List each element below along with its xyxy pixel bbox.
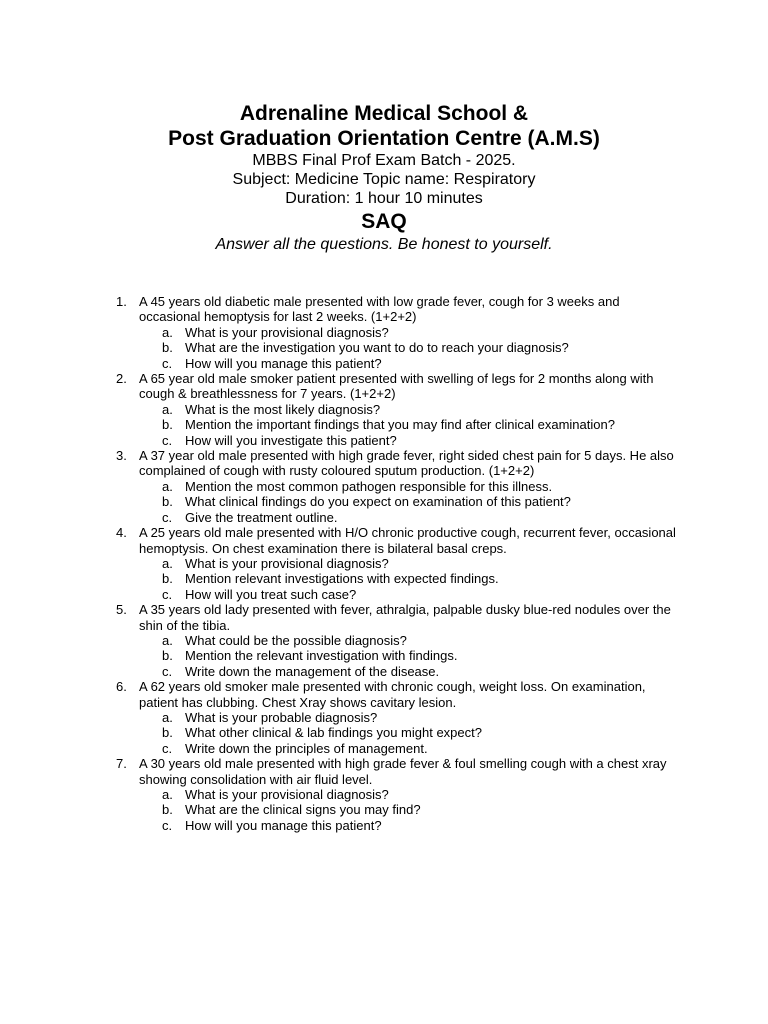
sub-question — [0, 725, 768, 740]
question-number: 5. — [116, 602, 127, 618]
question-text: A 37 year old male presented with high grade fever, right sided chest pain for 5 days. He also complained of cough with rusty coloured sputum production. (1+2+2) — [139, 448, 674, 479]
sub-question — [0, 494, 768, 509]
sub-question-text: What are the clinical signs you may find? — [185, 802, 421, 818]
question-item — [0, 448, 768, 479]
sub-question-text: What clinical findings do you expect on examination of this patient? — [185, 494, 571, 510]
sub-question-letter: c. — [162, 817, 173, 833]
sub-question-letter: a. — [162, 787, 173, 802]
question-item — [0, 602, 768, 633]
sub-question — [0, 340, 768, 355]
sub-question — [0, 417, 768, 432]
sub-question — [0, 648, 768, 663]
question-list — [0, 294, 768, 833]
question-item — [0, 756, 768, 787]
sub-question-text: Write down the management of the disease. — [185, 663, 440, 679]
sub-question-letter: c. — [162, 740, 173, 756]
document-header — [0, 101, 768, 254]
sub-question-letter: b. — [162, 340, 173, 356]
sub-question-letter: a. — [162, 555, 173, 571]
sub-question-text: Mention the relevant investigation with findings. — [185, 648, 458, 664]
question-text: A 62 years old smoker male presented with chronic cough, weight loss. On examination, patient has clubbing. Chest Xray shows cavitary lesion. — [139, 679, 646, 710]
sub-question-text: What other clinical & lab findings you might expect? — [185, 725, 482, 741]
sub-question-text: What are the investigation you want to do to reach your diagnosis? — [185, 340, 569, 356]
sub-question-letter: b. — [162, 725, 173, 741]
sub-question-letter: a. — [162, 709, 173, 725]
sub-question-text: How will you manage this patient? — [185, 355, 382, 371]
exam-duration: Duration: 1 hour 10 minutes — [285, 190, 483, 207]
sub-question-text: Mention the important findings that you may find after clinical examination? — [185, 417, 615, 433]
sub-question-text: Write down the principles of management. — [185, 740, 428, 756]
sub-question — [0, 402, 768, 417]
sub-question-text: Mention the most common pathogen responsible for this illness. — [185, 478, 553, 494]
sub-question-text: What is your provisional diagnosis? — [185, 555, 389, 571]
centre-name: Post Graduation Orientation Centre (A.M.S) — [168, 127, 600, 150]
question-item — [0, 525, 768, 556]
sub-question — [0, 818, 768, 833]
sub-question-letter: b. — [162, 648, 173, 664]
sub-question-text: How will you investigate this patient? — [185, 432, 397, 448]
sub-question — [0, 741, 768, 756]
sub-question-text: How will you manage this patient? — [185, 817, 382, 833]
sub-question-letter: c. — [162, 663, 173, 679]
sub-question-text: What is your provisional diagnosis? — [185, 787, 389, 802]
sub-question — [0, 787, 768, 802]
sub-question-letter: a. — [162, 324, 173, 340]
sub-question-letter: b. — [162, 494, 173, 510]
question-item — [0, 294, 768, 325]
sub-question-letter: a. — [162, 478, 173, 494]
sub-question-letter: a. — [162, 632, 173, 648]
question-text: A 35 years old lady presented with fever, athralgia, palpable dusky blue-red nodules over the shin of the tibia. — [139, 602, 671, 633]
sub-question — [0, 710, 768, 725]
sub-question-text: Mention relevant investigations with expected findings. — [185, 571, 499, 587]
exam-batch: MBBS Final Prof Exam Batch - 2025. — [252, 152, 516, 169]
sub-question — [0, 556, 768, 571]
sub-question-text: What could be the possible diagnosis? — [185, 632, 407, 648]
sub-question-letter: b. — [162, 802, 173, 818]
question-text: A 65 year old male smoker patient presented with swelling of legs for 2 months along with cough & breathlessness for 7 years. (1+2+2) — [139, 371, 654, 402]
question-item — [0, 679, 768, 710]
question-number: 6. — [116, 679, 127, 695]
sub-question-letter: b. — [162, 417, 173, 433]
question-number: 3. — [116, 448, 127, 464]
sub-question — [0, 802, 768, 817]
question-number: 7. — [116, 756, 127, 772]
subject-topic: Subject: Medicine Topic name: Respiratory — [232, 171, 536, 188]
question-text: A 45 years old diabetic male presented with low grade fever, cough for 3 weeks and occasional hemoptysis for last 2 weeks. (1+2+2) — [139, 294, 620, 325]
sub-question-text: What is your probable diagnosis? — [185, 709, 378, 725]
sub-question-text: How will you treat such case? — [185, 586, 357, 602]
school-name: Adrenaline Medical School & — [239, 102, 529, 125]
question-text: A 30 years old male presented with high grade fever & foul smelling cough with a chest xray showing consolidation with air fluid level. — [139, 756, 667, 787]
sub-question — [0, 571, 768, 586]
question-number: 2. — [116, 371, 127, 387]
sub-question-letter: c. — [162, 355, 173, 371]
section-title: SAQ — [361, 210, 407, 233]
sub-question-letter: c. — [162, 432, 173, 448]
sub-question — [0, 633, 768, 648]
question-number: 1. — [116, 294, 127, 309]
sub-question-letter: a. — [162, 401, 173, 417]
sub-question — [0, 510, 768, 525]
sub-question — [0, 356, 768, 371]
sub-question — [0, 664, 768, 679]
sub-question-letter: c. — [162, 586, 173, 602]
sub-question-text: What is the most likely diagnosis? — [185, 401, 381, 417]
question-item — [0, 371, 768, 402]
sub-question-letter: c. — [162, 509, 173, 525]
sub-question-text: What is your provisional diagnosis? — [185, 324, 389, 340]
sub-question — [0, 587, 768, 602]
question-number: 4. — [116, 525, 127, 541]
sub-question — [0, 479, 768, 494]
sub-question — [0, 325, 768, 340]
sub-question-letter: b. — [162, 571, 173, 587]
exam-instruction: Answer all the questions. Be honest to yourself. — [215, 236, 553, 253]
sub-question — [0, 433, 768, 448]
question-text: A 25 years old male presented with H/O chronic productive cough, recurrent fever, occasional hemoptysis. On chest examination there is bilateral basal creps. — [139, 525, 676, 556]
sub-question-text: Give the treatment outline. — [185, 509, 338, 525]
